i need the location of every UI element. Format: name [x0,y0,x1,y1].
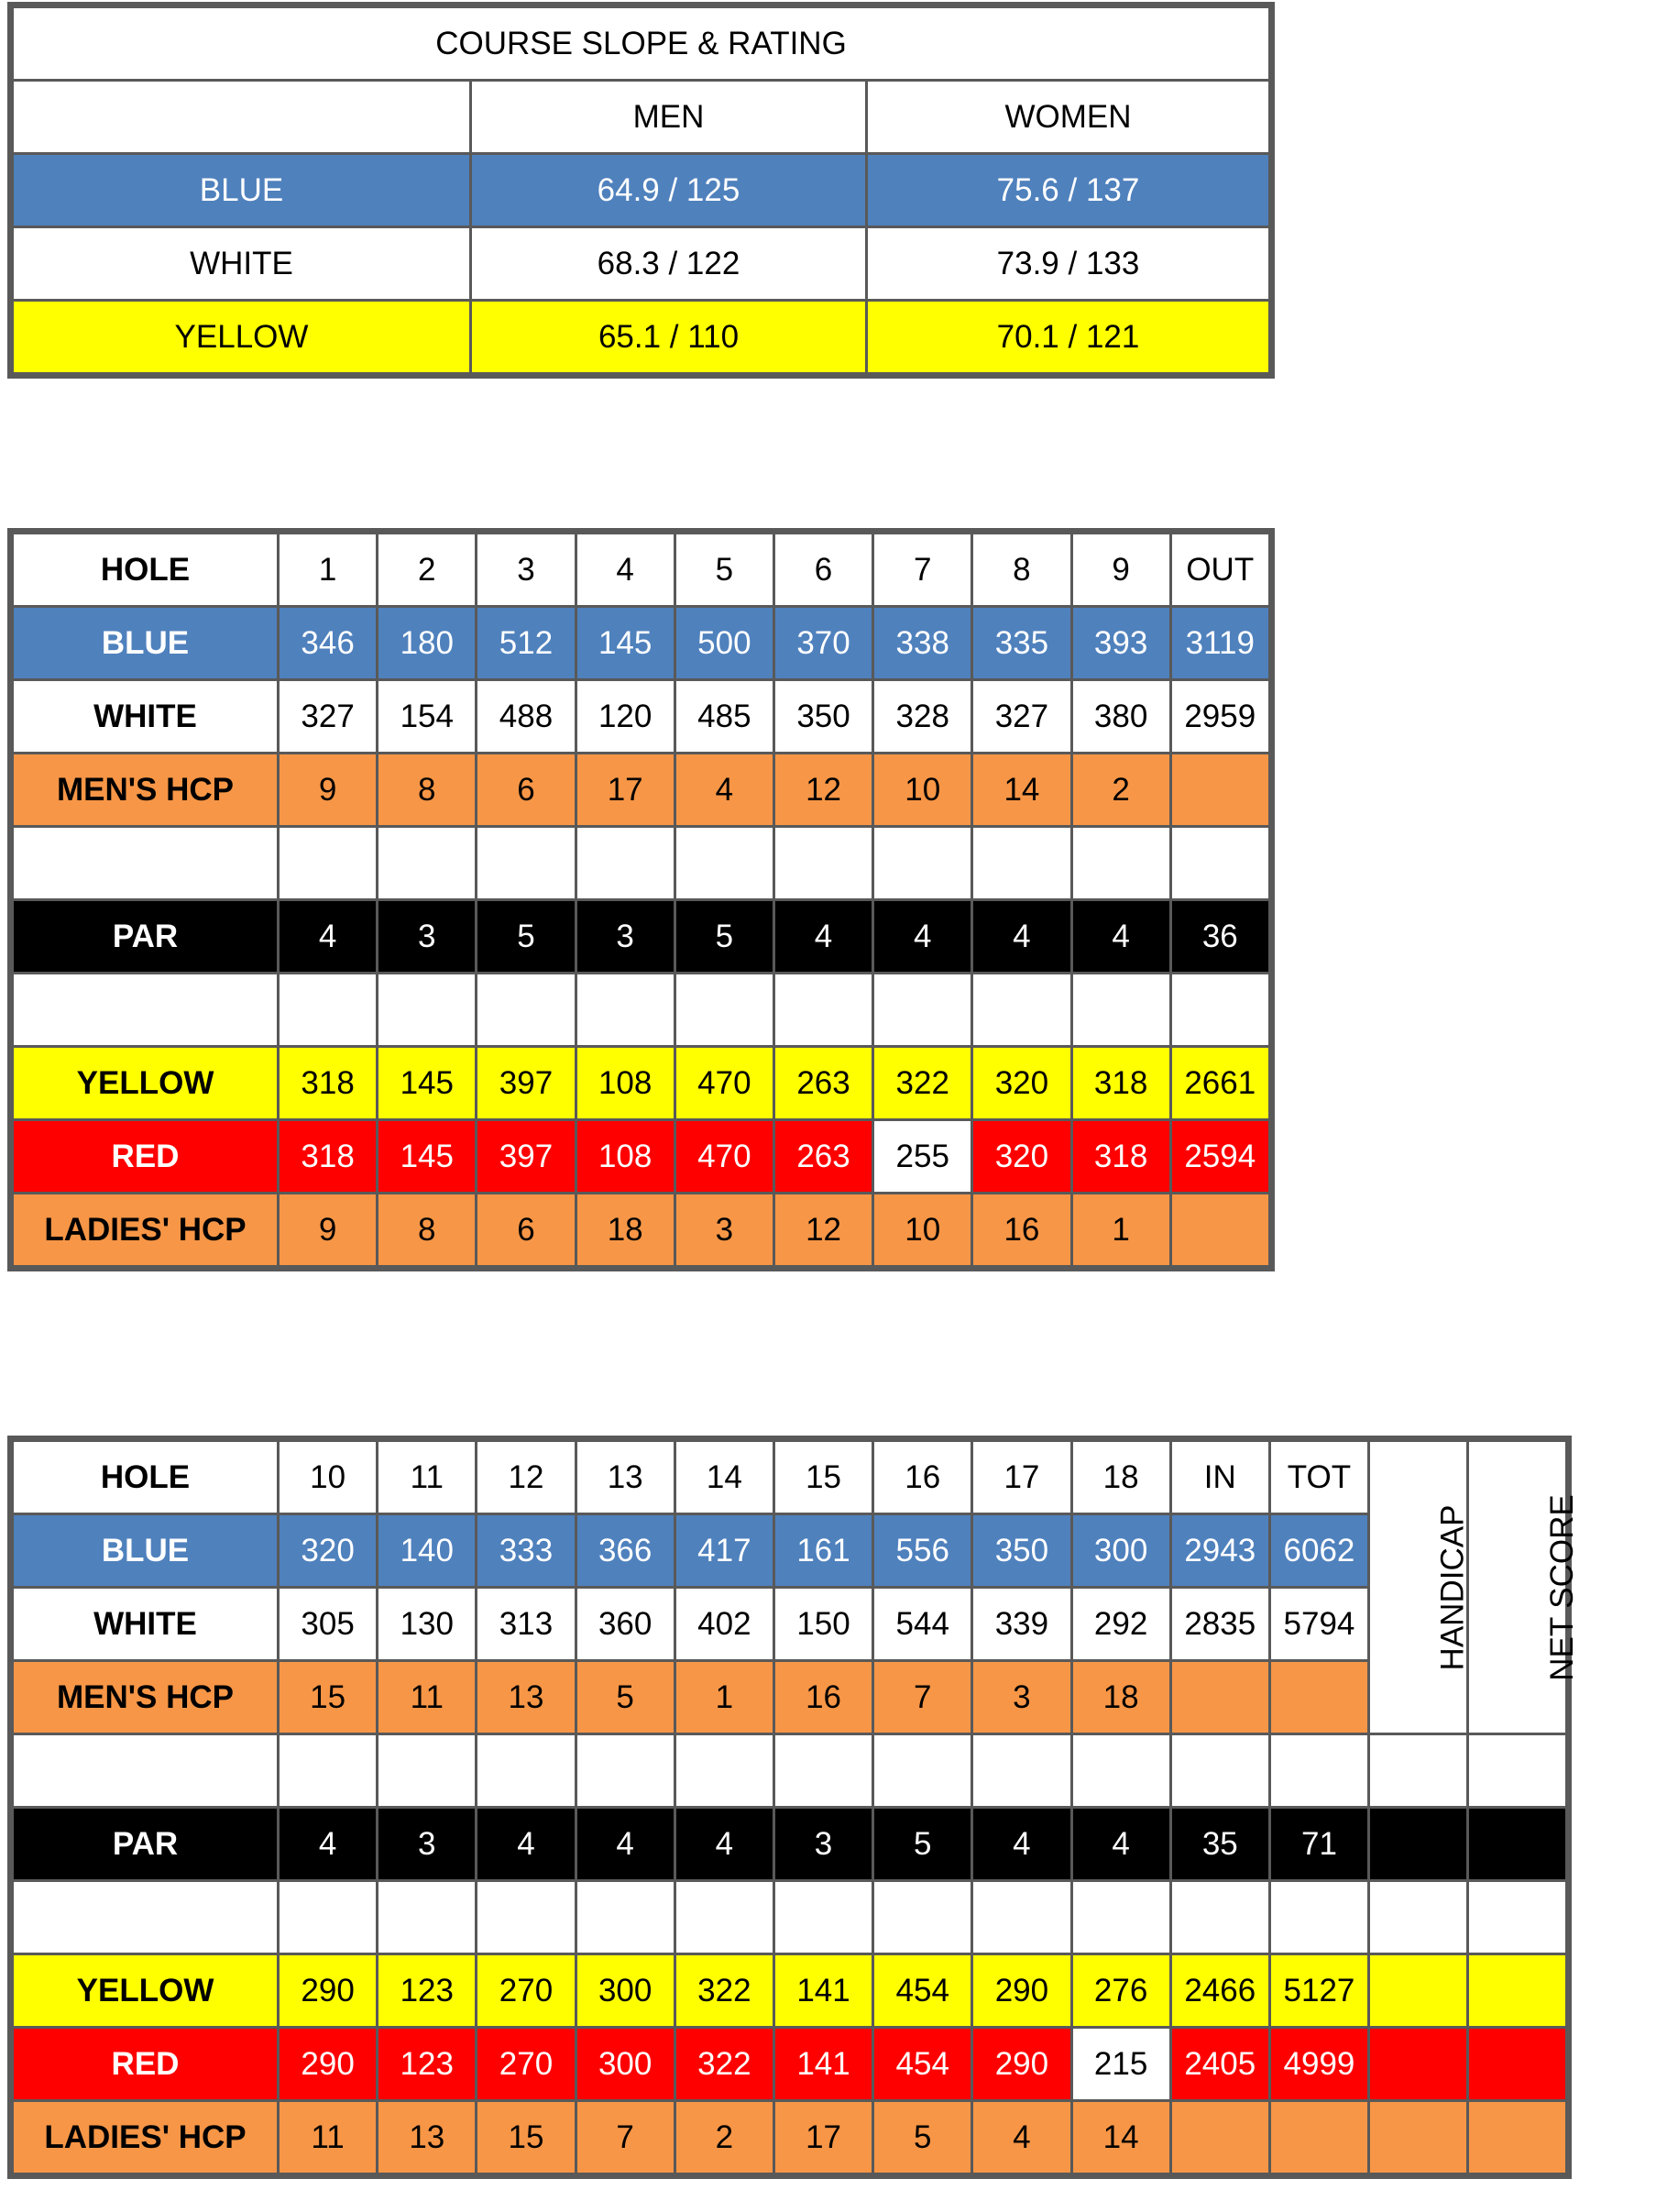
score-entry-cell[interactable] [873,1881,972,1954]
handicap-cell[interactable] [1369,1954,1468,2028]
hole-value: 16 [972,1194,1071,1267]
hole-value: 123 [378,2028,477,2101]
score-entry-cell[interactable] [873,974,972,1047]
handicap-column-header [1369,1441,1471,1734]
row-label: RED [13,1120,279,1194]
row-label [13,827,279,900]
yellow-tee-row [13,1047,1270,1120]
score-entry-cell[interactable] [972,1881,1071,1954]
hole-number: 11 [378,1441,477,1514]
hole-value: 8 [378,754,477,827]
score-entry-cell[interactable] [477,1881,576,1954]
hole-value: 290 [972,2028,1071,2101]
hole-number: 13 [576,1441,674,1514]
hole-number: IN [1170,1441,1269,1514]
hole-value: 5 [873,1808,972,1881]
hole-value: 350 [972,1514,1071,1588]
hole-value: 300 [576,2028,674,2101]
score-entry-cell[interactable] [972,1734,1071,1808]
rating-tee: WHITE [13,227,471,301]
score-entry-cell[interactable] [972,827,1071,900]
score-entry-cell[interactable] [773,974,872,1047]
rating-women-value: 75.6 / 137 [867,154,1270,227]
hole-value: 512 [477,607,576,680]
hole-value: 145 [378,1120,477,1194]
score-entry-cell[interactable] [773,1734,872,1808]
hole-value [1269,1661,1368,1734]
hole-value: 300 [576,1954,674,2028]
hole-value: 270 [477,1954,576,2028]
rating-title-row [13,7,1270,81]
score-entry-cell[interactable] [279,974,378,1047]
hole-value: 3 [576,900,674,974]
hole-value: 318 [1071,1120,1170,1194]
hole-value: 488 [477,680,576,754]
hole-value: 3119 [1170,607,1269,680]
hole-value: 9 [279,754,378,827]
hole-value: 5127 [1269,1954,1368,2028]
score-entry-cell[interactable] [576,827,674,900]
hole-value: 320 [279,1514,378,1588]
hole-value: 6062 [1269,1514,1368,1588]
hole-value: 4 [1071,1808,1170,1881]
hole-value: 290 [972,1954,1071,2028]
rating-men-value: 65.1 / 110 [471,301,867,374]
hole-value: 6 [477,754,576,827]
hole-value: 327 [279,680,378,754]
hole-value [1170,1194,1269,1267]
score-entry-cell[interactable] [1071,974,1170,1047]
red-tee-row [13,2028,1567,2101]
net-score-cell[interactable] [1468,1734,1567,1808]
hole-value: 4 [576,1808,674,1881]
hole-value: 318 [1071,1047,1170,1120]
hole-value: 1 [1071,1194,1170,1267]
blue-tee-row [13,607,1270,680]
rating-women-value: 73.9 / 133 [867,227,1270,301]
row-label: LADIES' HCP [13,1194,279,1267]
hole-value: 544 [873,1588,972,1661]
white-tee-row [13,1588,1567,1661]
hole-value [1269,2101,1368,2174]
hole-number: 3 [477,534,576,607]
rating-men-value: 68.3 / 122 [471,227,867,301]
hole-value: 150 [773,1588,872,1661]
row-label [13,1734,279,1808]
handicap-cell[interactable] [1369,1808,1468,1881]
front-nine-scorecard [11,532,1271,1268]
handicap-cell[interactable] [1369,1881,1468,1954]
hole-value: 397 [477,1120,576,1194]
hole-value: 322 [674,2028,773,2101]
rating-tee: BLUE [13,154,471,227]
row-label: RED [13,2028,279,2101]
hole-value: 3 [378,1808,477,1881]
hole-number: 15 [773,1441,872,1514]
hole-value: 11 [378,1661,477,1734]
score-entry-cell[interactable] [576,974,674,1047]
score-entry-row [13,1734,1567,1808]
hole-value: 3 [378,900,477,974]
hole-value [1170,754,1269,827]
score-entry-cell[interactable] [972,974,1071,1047]
hole-value: 7 [576,2101,674,2174]
score-entry-cell[interactable] [1170,974,1269,1047]
hole-value: 1 [674,1661,773,1734]
hole-number: 14 [674,1441,773,1514]
row-label: MEN'S HCP [13,1661,279,1734]
rating-header-men: MEN [471,81,867,154]
hole-value: 276 [1071,1954,1170,2028]
hole-value: 108 [576,1047,674,1120]
hole-value: 35 [1170,1808,1269,1881]
hole-number: 16 [873,1441,972,1514]
hole-value: 318 [279,1047,378,1120]
slope-rating-table [11,6,1271,375]
hole-value: 339 [972,1588,1071,1661]
score-entry-row [13,974,1270,1047]
hole-value: 360 [576,1588,674,1661]
hole-value: 161 [773,1514,872,1588]
score-entry-cell[interactable] [674,974,773,1047]
score-entry-cell[interactable] [773,1881,872,1954]
score-entry-cell[interactable] [477,827,576,900]
hole-number: 5 [674,534,773,607]
row-label: BLUE [13,607,279,680]
hole-value: 320 [972,1120,1071,1194]
hole-value: 18 [576,1194,674,1267]
rating-row-white [13,227,1270,301]
hole-number: OUT [1170,534,1269,607]
hole-number: 1 [279,534,378,607]
hole-value: 5 [674,900,773,974]
rating-women-value: 70.1 / 121 [867,301,1270,374]
score-entry-cell[interactable] [378,1881,477,1954]
row-label: WHITE [13,1588,279,1661]
score-entry-row [13,827,1270,900]
ladies-hcp-row [13,1194,1270,1267]
handicap-cell[interactable] [1369,2028,1468,2101]
hole-value: 485 [674,680,773,754]
score-entry-cell[interactable] [1170,1881,1269,1954]
row-label: LADIES' HCP [13,2101,279,2174]
hole-value: 5 [576,1661,674,1734]
hole-value [1170,2101,1269,2174]
score-entry-cell[interactable] [674,1734,773,1808]
hole-value: 320 [972,1047,1071,1120]
hole-value: 10 [873,1194,972,1267]
row-label: HOLE [13,1441,279,1514]
hole-value: 108 [576,1120,674,1194]
hole-value: 393 [1071,607,1170,680]
hole-value: 14 [1071,2101,1170,2174]
rating-tee: YELLOW [13,301,471,374]
hole-value: 350 [773,680,872,754]
white-tee-row [13,680,1270,754]
hole-value: 4 [674,754,773,827]
rating-title: COURSE SLOPE & RATING [13,7,1270,81]
score-entry-cell[interactable] [576,1734,674,1808]
score-entry-cell[interactable] [1269,1881,1368,1954]
row-label: YELLOW [13,1047,279,1120]
rating-row-blue [13,154,1270,227]
rating-header-blank [13,81,471,154]
hole-value: 292 [1071,1588,1170,1661]
hole-number: 4 [576,534,674,607]
hole-value: 36 [1170,900,1269,974]
hole-value: 12 [773,1194,872,1267]
hole-value: 556 [873,1514,972,1588]
yellow-tee-row [13,1954,1567,2028]
hole-number: 18 [1071,1441,1170,1514]
hole-value: 6 [477,1194,576,1267]
net-score-cell[interactable] [1468,2028,1567,2101]
hole-value: 145 [378,1047,477,1120]
hole-number: 7 [873,534,972,607]
hole-value: 500 [674,607,773,680]
score-entry-cell[interactable] [674,1881,773,1954]
hole-value: 154 [378,680,477,754]
score-entry-cell[interactable] [873,1734,972,1808]
score-entry-cell[interactable] [1170,827,1269,900]
handicap-cell[interactable] [1369,1734,1468,1808]
row-label: PAR [13,1808,279,1881]
hole-value: 4 [279,1808,378,1881]
score-entry-cell[interactable] [279,1881,378,1954]
score-entry-cell[interactable] [1269,1734,1368,1808]
hole-value: 2943 [1170,1514,1269,1588]
row-label: BLUE [13,1514,279,1588]
score-entry-cell[interactable] [477,974,576,1047]
hole-value: 13 [378,2101,477,2174]
back-nine-scorecard [11,1439,1580,2175]
hole-value: 4 [773,900,872,974]
hole-value: 4 [674,1808,773,1881]
hole-value: 335 [972,607,1071,680]
hole-value: 18 [1071,1661,1170,1734]
hole-value: 17 [576,754,674,827]
hole-value: 2466 [1170,1954,1269,2028]
score-entry-cell[interactable] [1071,1881,1170,1954]
hole-row [13,534,1270,607]
row-label: WHITE [13,680,279,754]
hole-value: 366 [576,1514,674,1588]
hole-value: 16 [773,1661,872,1734]
hole-value: 15 [477,2101,576,2174]
hole-value: 10 [873,754,972,827]
hole-value: 140 [378,1514,477,1588]
mens-hcp-row [13,1661,1567,1734]
rating-header-row [13,81,1270,154]
rating-row-yellow [13,301,1270,374]
hole-value: 322 [674,1954,773,2028]
hole-value: 2594 [1170,1120,1269,1194]
hole-value: 141 [773,2028,872,2101]
hole-value: 2959 [1170,680,1269,754]
hole-value: 270 [477,2028,576,2101]
hole-value: 263 [773,1120,872,1194]
hole-value: 470 [674,1047,773,1120]
hole-value: 397 [477,1047,576,1120]
hole-value: 5 [477,900,576,974]
hole-value: 71 [1269,1808,1368,1881]
hole-value: 470 [674,1120,773,1194]
net-score-cell[interactable] [1468,1954,1567,2028]
score-entry-cell[interactable] [1170,1734,1269,1808]
hole-value: 5 [873,2101,972,2174]
hole-value: 4 [477,1808,576,1881]
hole-value: 3 [674,1194,773,1267]
hole-value: 305 [279,1588,378,1661]
hole-value: 5794 [1269,1588,1368,1661]
hole-row [13,1441,1567,1514]
hole-value: 300 [1071,1514,1170,1588]
score-entry-cell[interactable] [378,827,477,900]
hole-value: 318 [279,1120,378,1194]
rating-header-women: WOMEN [867,81,1270,154]
handicap-label: HANDICAP [1434,1504,1471,1670]
hole-value: 4999 [1269,2028,1368,2101]
handicap-cell[interactable] [1369,2101,1468,2174]
score-entry-cell[interactable] [279,1734,378,1808]
hole-value: 9 [279,1194,378,1267]
hole-value: 4 [873,900,972,974]
hole-value: 322 [873,1047,972,1120]
hole-value: 454 [873,1954,972,2028]
row-label: YELLOW [13,1954,279,2028]
hole-value: 454 [873,2028,972,2101]
hole-value: 2835 [1170,1588,1269,1661]
score-entry-cell[interactable] [873,827,972,900]
score-entry-row [13,1881,1567,1954]
hole-value: 7 [873,1661,972,1734]
score-entry-cell[interactable] [378,974,477,1047]
hole-number: 10 [279,1441,378,1514]
row-label: HOLE [13,534,279,607]
row-label [13,1881,279,1954]
net-score-cell[interactable] [1468,1808,1567,1881]
hole-value: 8 [378,1194,477,1267]
hole-value: 380 [1071,680,1170,754]
hole-value: 328 [873,680,972,754]
hole-value: 255 [873,1120,972,1194]
hole-value: 402 [674,1588,773,1661]
hole-value: 417 [674,1514,773,1588]
score-entry-cell[interactable] [477,1734,576,1808]
hole-number: 12 [477,1441,576,1514]
hole-value: 290 [279,2028,378,2101]
hole-value: 120 [576,680,674,754]
score-entry-cell[interactable] [378,1734,477,1808]
hole-number: 2 [378,534,477,607]
hole-value: 263 [773,1047,872,1120]
net-score-cell[interactable] [1468,1881,1567,1954]
hole-value: 346 [279,607,378,680]
row-label: PAR [13,900,279,974]
hole-number: 9 [1071,534,1170,607]
hole-value: 3 [773,1808,872,1881]
hole-value: 4 [972,2101,1071,2174]
hole-value: 290 [279,1954,378,2028]
hole-value: 333 [477,1514,576,1588]
hole-value: 327 [972,680,1071,754]
hole-value: 180 [378,607,477,680]
net-score-label: NET SCORE [1543,1493,1580,1681]
score-entry-cell[interactable] [1071,1734,1170,1808]
hole-value: 4 [972,1808,1071,1881]
par-row [13,900,1270,974]
score-entry-cell[interactable] [576,1881,674,1954]
hole-value: 2 [674,2101,773,2174]
hole-value: 4 [1071,900,1170,974]
blue-tee-row [13,1514,1567,1588]
ladies-hcp-row [13,2101,1567,2174]
hole-value: 3 [972,1661,1071,1734]
par-row [13,1808,1567,1881]
hole-value: 17 [773,2101,872,2174]
row-label [13,974,279,1047]
hole-value: 15 [279,1661,378,1734]
hole-number: 8 [972,534,1071,607]
hole-number: 6 [773,534,872,607]
rating-men-value: 64.9 / 125 [471,154,867,227]
hole-value: 130 [378,1588,477,1661]
hole-value: 2 [1071,754,1170,827]
hole-value: 338 [873,607,972,680]
hole-number: 17 [972,1441,1071,1514]
mens-hcp-row [13,754,1270,827]
hole-value: 370 [773,607,872,680]
hole-value: 313 [477,1588,576,1661]
hole-number: TOT [1269,1441,1368,1514]
hole-value: 145 [576,607,674,680]
score-entry-cell[interactable] [674,827,773,900]
row-label: MEN'S HCP [13,754,279,827]
net-score-cell[interactable] [1468,2101,1567,2174]
net-score-column-header [1468,1441,1580,1734]
score-entry-cell[interactable] [773,827,872,900]
hole-value: 2661 [1170,1047,1269,1120]
hole-value: 12 [773,754,872,827]
red-tee-row [13,1120,1270,1194]
hole-value: 4 [972,900,1071,974]
hole-value: 141 [773,1954,872,2028]
hole-value: 4 [279,900,378,974]
hole-value: 14 [972,754,1071,827]
hole-value [1170,1661,1269,1734]
score-entry-cell[interactable] [279,827,378,900]
score-entry-cell[interactable] [1071,827,1170,900]
hole-value: 13 [477,1661,576,1734]
hole-value: 123 [378,1954,477,2028]
hole-value: 11 [279,2101,378,2174]
hole-value: 215 [1071,2028,1170,2101]
hole-value: 2405 [1170,2028,1269,2101]
